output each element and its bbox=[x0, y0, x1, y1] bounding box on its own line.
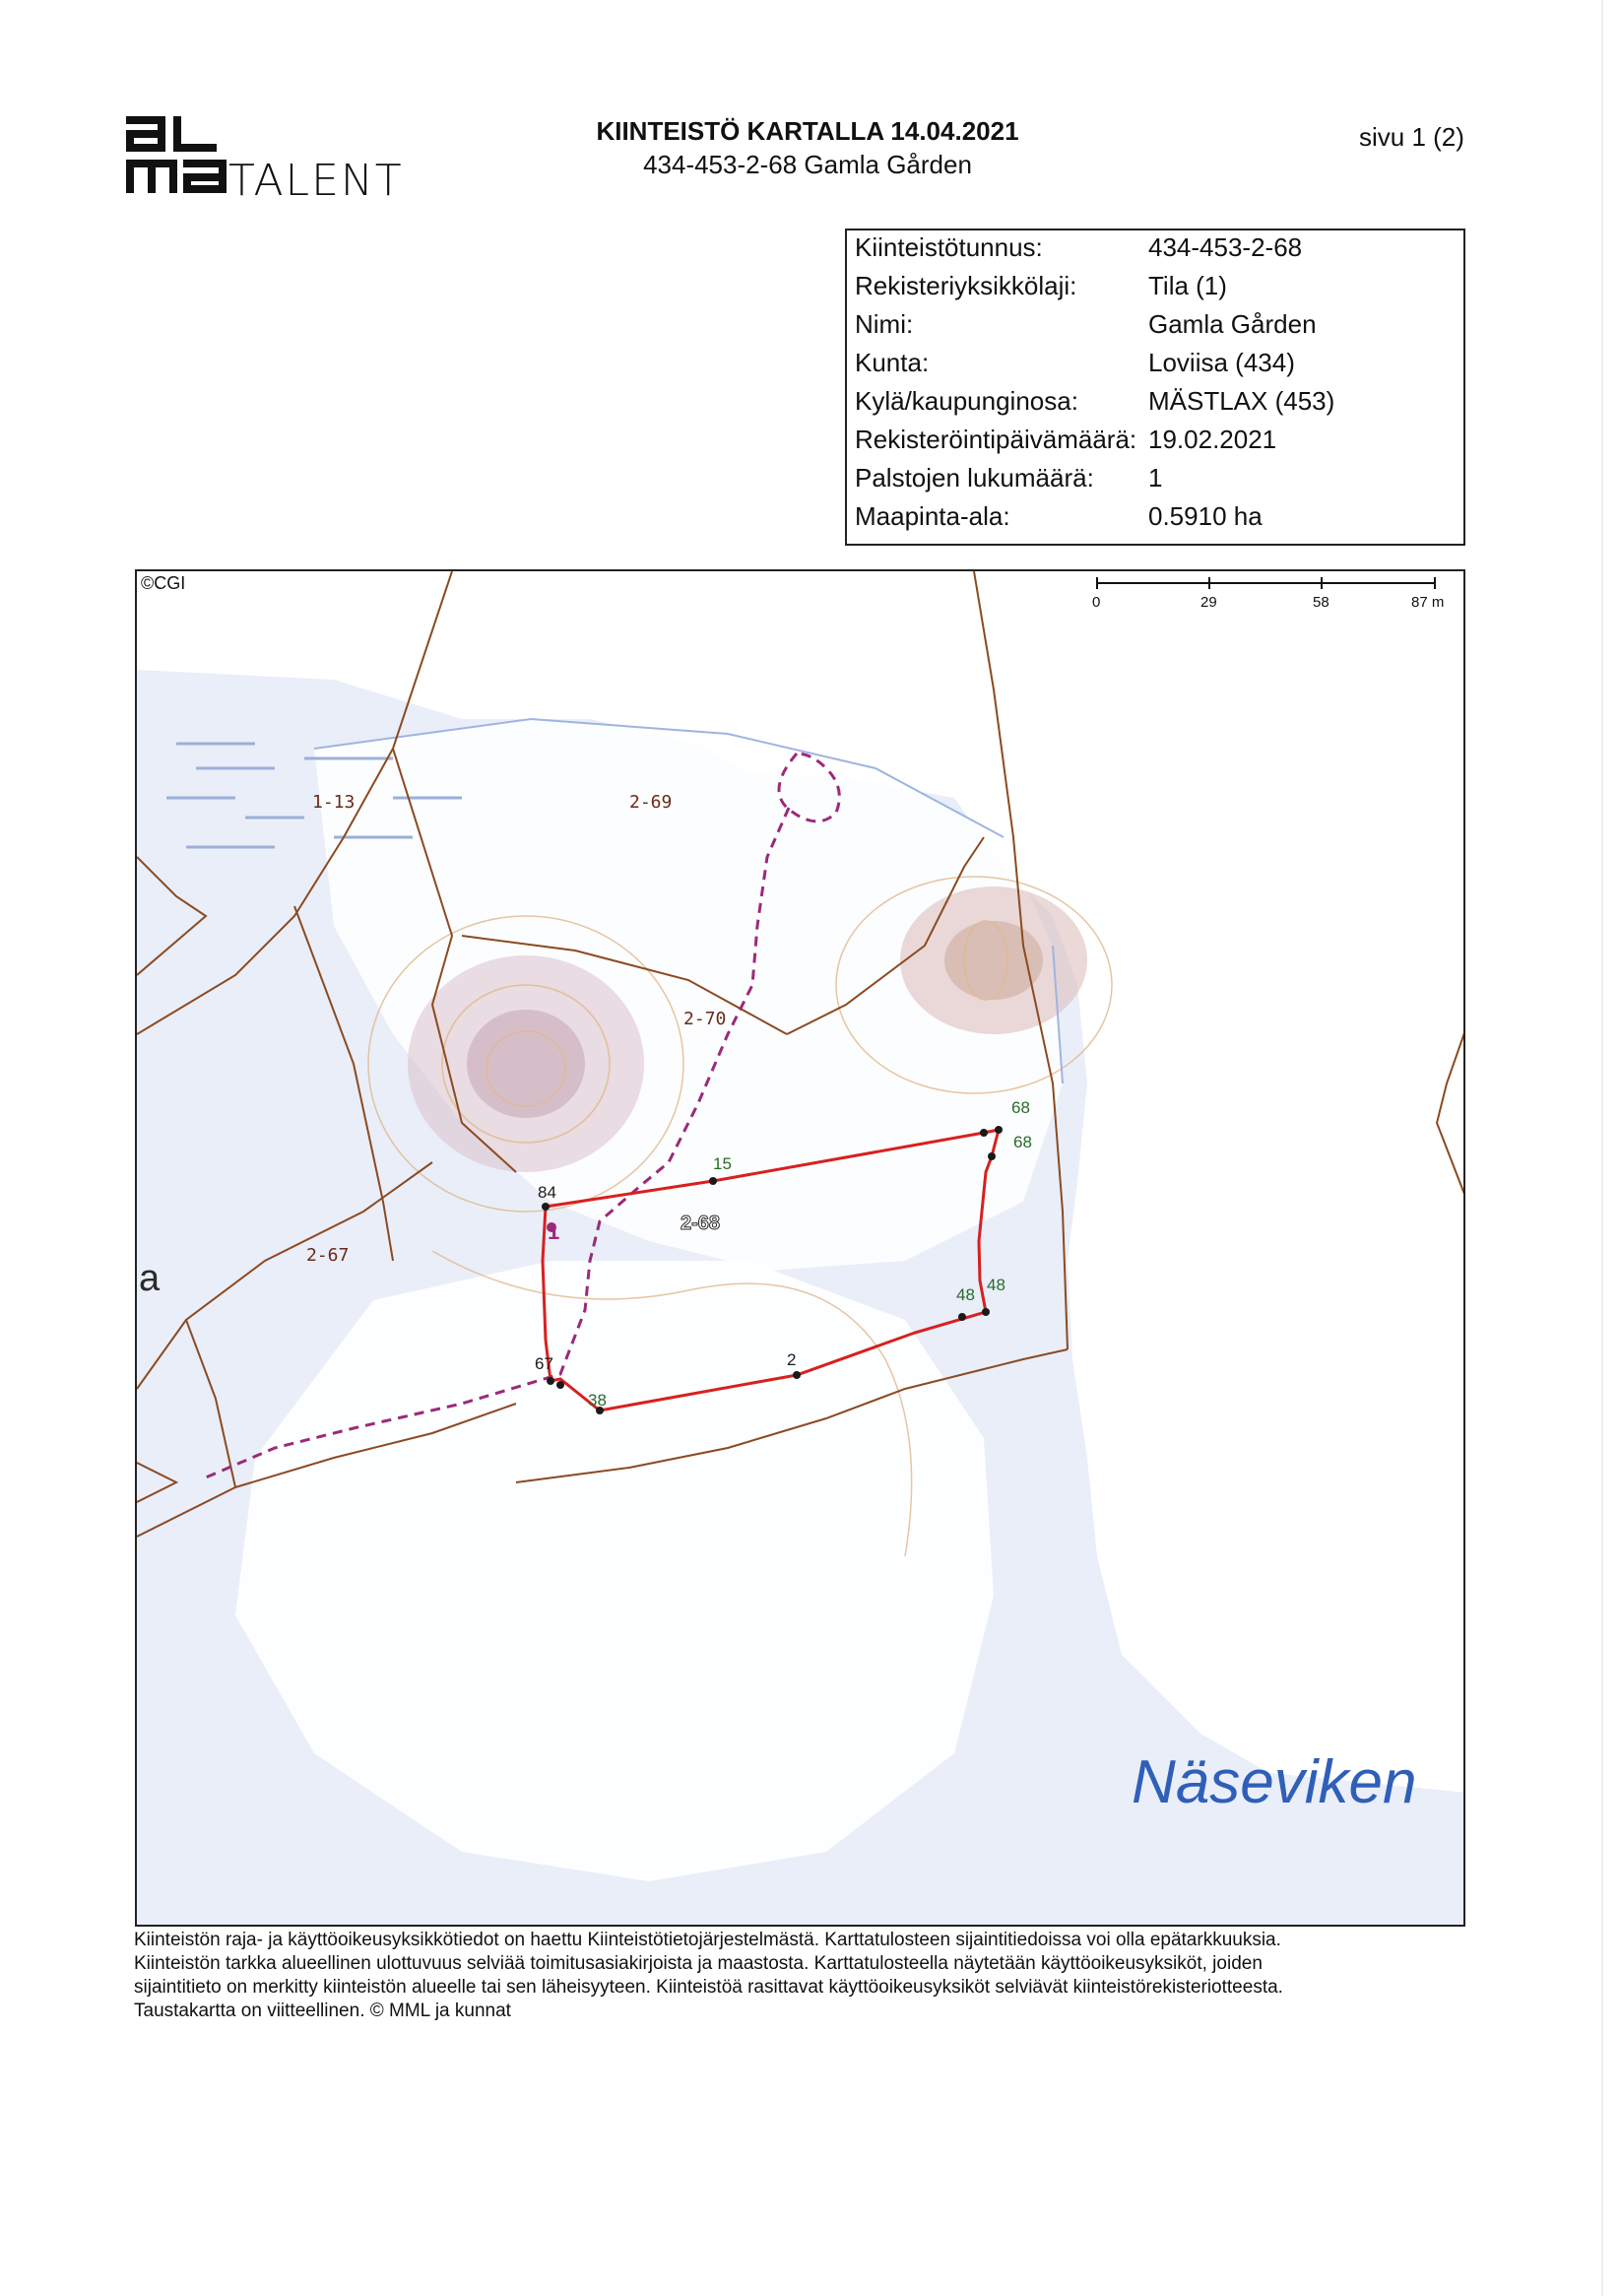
parcel-label-main: 2-68 bbox=[681, 1213, 721, 1234]
parcel-label: 2-67 bbox=[306, 1245, 350, 1266]
info-value: Gamla Gården bbox=[1148, 309, 1317, 339]
hill-shading bbox=[944, 921, 1043, 1000]
page-number: sivu 1 (2) bbox=[1359, 122, 1464, 152]
parcel-label: 1-13 bbox=[312, 792, 356, 813]
info-value: 0.5910 ha bbox=[1148, 501, 1263, 531]
info-value: 19.02.2021 bbox=[1148, 425, 1277, 454]
document-subtitle: 434-453-2-68 Gamla Gården bbox=[643, 150, 972, 179]
info-row bbox=[847, 386, 1463, 425]
footer-line: Taustakartta on viitteellinen. © MML ja kunnat bbox=[134, 2001, 511, 2021]
scale-tick-label: 58 bbox=[1313, 594, 1329, 611]
info-row bbox=[847, 271, 1463, 309]
point-label: 38 bbox=[588, 1391, 607, 1410]
scan-edge-line bbox=[1601, 0, 1603, 2296]
footer-line: sijaintitieto on merkitty kiinteistön alueelle tai sen läheisyyteen. Kiinteistöä rasittavat käyttöoikeusyksiköt selviävät kiinteistörekisteriotteesta. bbox=[134, 1977, 1283, 1998]
info-value: MÄSTLAX (453) bbox=[1148, 386, 1335, 416]
info-label: Rekisteröintipäivämäärä: bbox=[855, 425, 1137, 454]
info-label: Rekisteriyksikkölaji: bbox=[855, 271, 1077, 300]
footer-disclaimer bbox=[134, 1929, 1493, 2023]
scale-tick-label: 0 bbox=[1092, 594, 1101, 611]
parcel-label: 2-70 bbox=[683, 1009, 727, 1029]
info-value: 1 bbox=[1148, 463, 1163, 492]
footer-line: Kiinteistön raja- ja käyttöoikeusyksikkötiedot on haettu Kiinteistötietojärjestelmästä. Karttatulosteen sijaintitiedoissa voi olla epätarkkuuksia. bbox=[134, 1930, 1281, 1950]
info-value: Loviisa (434) bbox=[1148, 348, 1295, 377]
info-label: Nimi: bbox=[855, 309, 914, 339]
info-row bbox=[847, 501, 1463, 540]
point-label: 15 bbox=[713, 1154, 732, 1173]
document-title: KIINTEISTÖ KARTALLA 14.04.2021 bbox=[596, 116, 1019, 146]
logo-text: TALENT bbox=[228, 156, 404, 206]
info-label: Palstojen lukumäärä: bbox=[855, 463, 1094, 492]
point-label: 68 bbox=[1013, 1133, 1032, 1151]
scale-bar bbox=[1097, 577, 1435, 589]
property-info-table bbox=[845, 229, 1465, 546]
info-label: Kiinteistötunnus: bbox=[855, 232, 1043, 262]
map-copyright: ©CGI bbox=[141, 573, 186, 593]
point-label: 1 bbox=[548, 1219, 560, 1244]
point-label: 84 bbox=[538, 1183, 556, 1202]
footer-line: Kiinteistön tarkka alueellinen ulottuvuus selviää toimitusasiakirjoista ja maastosta. Karttatulosteella näytetään käyttöoikeusyksiköt, joiden bbox=[134, 1953, 1263, 1974]
point-label: 2 bbox=[787, 1350, 797, 1369]
info-label: Kylä/kaupunginosa: bbox=[855, 386, 1078, 416]
info-row bbox=[847, 463, 1463, 501]
info-label: Kunta: bbox=[855, 348, 930, 377]
point-label: 48 bbox=[987, 1276, 1005, 1294]
point-label: 67 bbox=[535, 1354, 553, 1373]
place-name: Näseviken bbox=[1132, 1748, 1417, 1816]
point-label: 68 bbox=[1011, 1098, 1030, 1117]
scale-tick-label: 29 bbox=[1200, 594, 1217, 611]
map-canvas bbox=[137, 571, 1465, 1927]
hill-shading bbox=[467, 1010, 585, 1118]
info-value: 434-453-2-68 bbox=[1148, 232, 1303, 262]
scale-tick-label: 87 m bbox=[1411, 594, 1445, 611]
parcel-label: 2-69 bbox=[629, 792, 673, 813]
edge-text: a bbox=[139, 1258, 161, 1299]
info-row bbox=[847, 232, 1463, 271]
info-label: Maapinta-ala: bbox=[855, 501, 1010, 531]
info-value: Tila (1) bbox=[1148, 271, 1227, 300]
info-row bbox=[847, 425, 1463, 463]
property-map[interactable] bbox=[135, 569, 1465, 1927]
info-row bbox=[847, 348, 1463, 386]
point-label: 48 bbox=[956, 1285, 975, 1304]
info-row bbox=[847, 309, 1463, 348]
